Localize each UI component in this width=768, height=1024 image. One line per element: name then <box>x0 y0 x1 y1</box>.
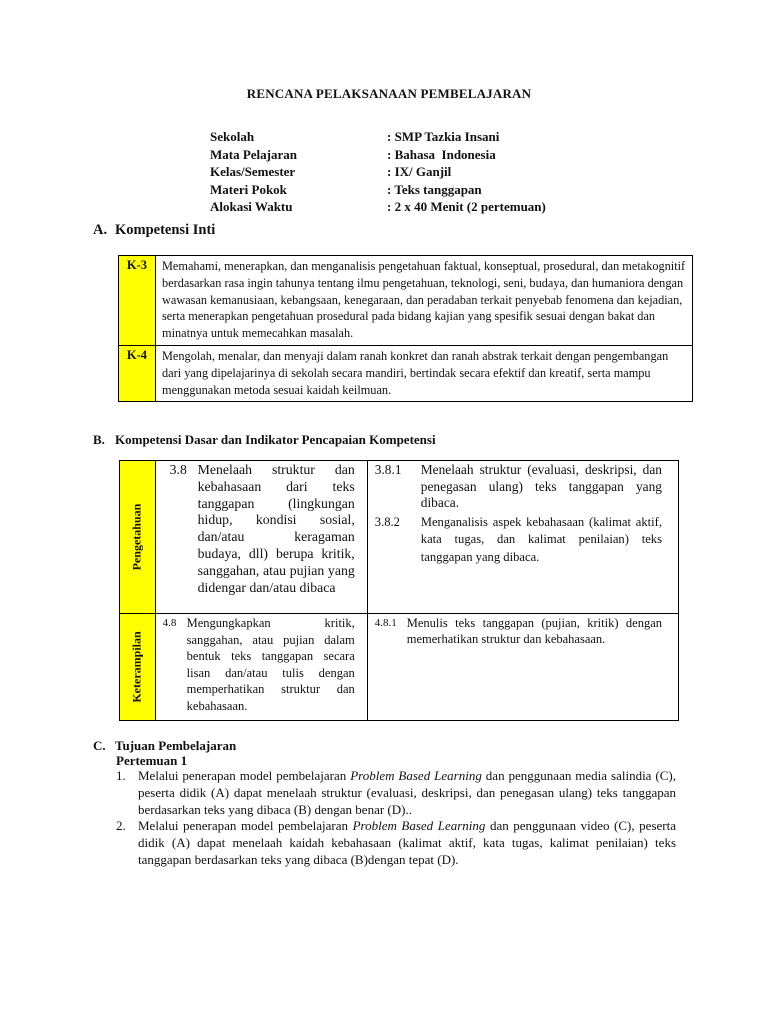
identity-value: : Teks tanggapan <box>387 181 482 197</box>
identity-label: Mata Pelajaran <box>210 146 298 162</box>
objective-text <box>138 818 676 868</box>
indicator-item <box>368 614 678 647</box>
kd-cell <box>155 614 367 721</box>
indicator-text: Menelaah struktur (evaluasi, deskripsi, dan penegasan ulang) teks tanggapan yang dibaca. <box>420 462 662 510</box>
ki-code: K-4 <box>119 345 156 401</box>
model-name: Problem Based Learning <box>350 768 482 783</box>
section-title: Tujuan Pembelajaran <box>115 738 237 753</box>
kompetensi-dasar-table <box>119 460 679 721</box>
identity-value: : 2 x 40 Menit (2 pertemuan) <box>387 199 546 214</box>
list-number: 2. <box>116 818 126 834</box>
section-heading-a <box>93 222 215 239</box>
indicator-text: Menulis teks tanggapan (pujian, kritik) dengan memerhatikan struktur dan kebahasaan. <box>406 616 662 646</box>
identity-row <box>210 181 546 199</box>
section-letter: C. <box>93 738 106 753</box>
ki-code: K-3 <box>119 256 156 346</box>
table-row <box>120 614 679 721</box>
kompetensi-inti-table <box>118 255 693 402</box>
indicator-cell <box>367 614 678 721</box>
objective-text <box>138 768 676 818</box>
ki-description: Memahami, menerapkan, dan menganalisis pengetahuan faktual, konseptual, prosedural, dan metakognitif berdasarkan rasa ingin tahunya tentang ilmu pengetahuan, teknologi, seni, budaya, dan humaniora dengan wawasan kemanusiaan, kebangsaan, kenegaraan, dan peradaban terkait penyebab fenomena dan kejadian, serta menerapkan pengetahuan prosedural pada bidang kajian yang spesifik sesuai dengan bakat dan minatnya untuk memecahkan masalah. <box>156 256 693 346</box>
list-item <box>116 768 676 818</box>
objective-text-end: dan penggunaan video (C), peserta didik (A) dapat menelaah kaidah kebahasaan (kalimat aktif, kata tugas, kalimat penilaian) teks tanggapan berdasarkan teks yang dibaca (B)dengan tepat (D). <box>138 818 676 867</box>
document-title: RENCANA PELAKSANAAN PEMBELAJARAN <box>246 86 532 101</box>
identity-label: Materi Pokok <box>210 181 287 197</box>
section-title: Kompetensi Dasar dan Indikator Pencapaian Kompetensi <box>115 432 436 447</box>
indicator-number: 3.8.1 <box>374 462 402 477</box>
section-letter: B. <box>93 432 105 447</box>
identity-label: Sekolah <box>210 129 255 144</box>
meeting-subtitle: Pertemuan 1 <box>116 753 188 768</box>
ki-description: Mengolah, menalar, dan menyaji dalam ranah konkret dan ranah abstrak terkait dengan pengembangan dari yang dipelajarinya di sekolah secara mandiri, bertindak secara efektif dan kreatif, serta mampu menggunakan metoda sesuai kaidah keilmuan. <box>156 345 693 401</box>
identity-value: : SMP Tazkia Insani <box>387 129 500 144</box>
aspect-cell <box>120 461 156 614</box>
identity-row <box>210 128 546 146</box>
indicator-cell <box>367 461 678 614</box>
section-letter: A. <box>93 222 108 238</box>
list-item <box>116 818 676 868</box>
identity-value: : IX/ Ganjil <box>387 164 452 179</box>
objective-text-start: Melalui penerapan model pembelajaran <box>138 768 351 783</box>
list-number: 1. <box>116 768 126 783</box>
table-row <box>119 256 693 346</box>
objective-text-start: Melalui penerapan model pembelajaran <box>138 818 353 834</box>
table-row <box>119 345 693 401</box>
indicator-number: 3.8.2 <box>374 514 400 529</box>
indicator-item <box>375 514 662 567</box>
aspect-label: Pengetahuan <box>129 503 144 571</box>
kd-text: Menelaah struktur dan kebahasaan dari teks tanggapan (lingkungan hidup, kondisi sosial, dan/atau keragaman budaya, dll) berupa kritik, sanggahan, atau pujian yang didengar dan/atau dibaca <box>197 462 355 595</box>
identity-value: : Bahasa Indonesia <box>387 146 496 162</box>
section-title: Kompetensi Inti <box>115 222 216 238</box>
kd-cell <box>155 461 367 614</box>
identity-block <box>210 128 546 216</box>
objective-text-end: dan penggunaan media salindia (C), peserta didik (A) dapat menelaah struktur (evaluasi, deskripsi, dan penegasan ulang) teks tanggapan berdasarkan teks yang dibaca (B) dengan benar (D).. <box>138 768 676 817</box>
table-row <box>120 461 679 614</box>
identity-label: Kelas/Semester <box>210 164 296 179</box>
indicator-number: 4.8.1 <box>374 617 397 629</box>
model-name: Problem Based Learning <box>352 818 486 834</box>
section-heading-c <box>93 738 236 754</box>
identity-row <box>210 146 546 164</box>
indicator-text: Menganalisis aspek kebahasaan (kalimat aktif, kata tugas, dan kalimat penilaian) teks tanggapan yang dibaca. <box>420 514 662 564</box>
aspect-cell <box>120 614 156 721</box>
identity-row <box>210 163 546 181</box>
identity-label: Alokasi Waktu <box>210 199 293 214</box>
aspect-label: Keterampilan <box>129 631 144 703</box>
objectives-list <box>116 768 676 869</box>
kd-number: 3.8 <box>169 462 187 477</box>
section-heading-b <box>93 432 436 448</box>
kd-number: 4.8 <box>162 617 177 629</box>
kd-text: Mengungkapkan kritik, sanggahan, atau pujian dalam bentuk teks tanggapan secara lisan dan/atau tulis dengan memperhatikan struktur dan kebahasaan. <box>186 616 355 713</box>
indicator-item <box>375 462 662 512</box>
identity-row <box>210 198 546 216</box>
